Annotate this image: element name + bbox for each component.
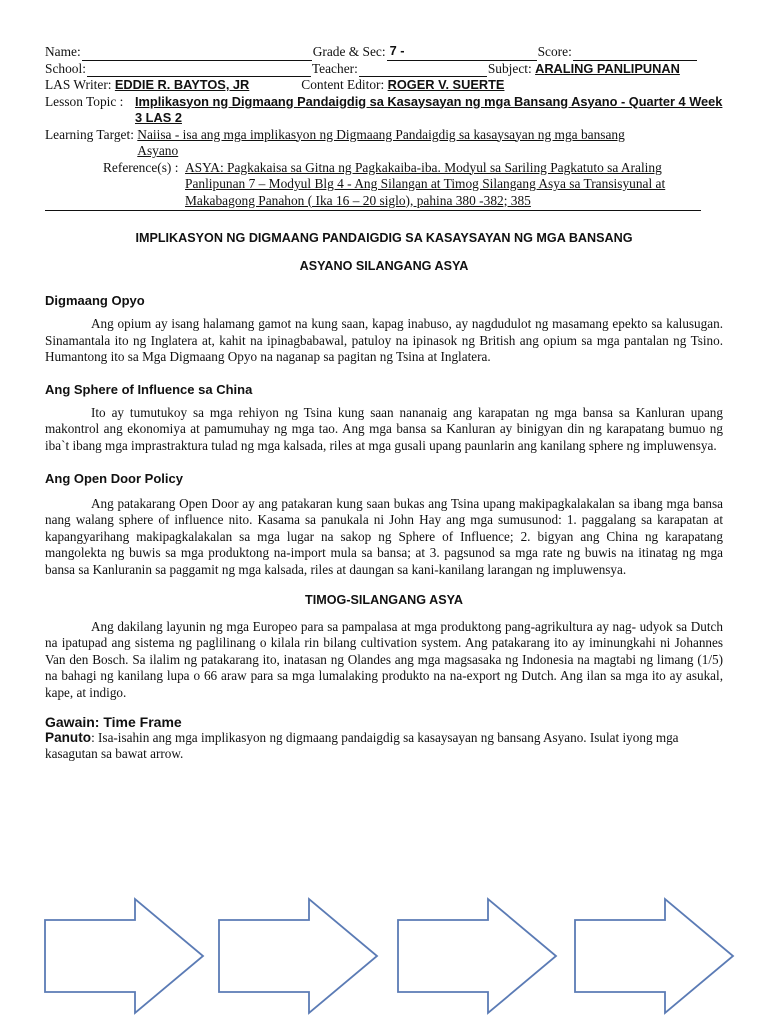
- ref-value: ASYA: Pagkakaisa sa Gitna ng Pagkakaiba-iba. Modyul sa Sariling Pagkatuto sa Araling Panlipunan 7 – Modyul Blg 4 - Ang Silangan at Timog Silangang Asya sa Transisyunal at Makabagong Panahon ( Ika 16 – 20 siglo), pahina 380 -382; 385: [185, 159, 666, 208]
- section-heading-open-door: Ang Open Door Policy: [45, 470, 183, 486]
- ref-label: Reference(s) :: [103, 159, 179, 175]
- editor-label: Content Editor:: [301, 77, 385, 92]
- section-heading-opyo: Digmaang Opyo: [45, 293, 145, 308]
- subject-label: Subject:: [487, 60, 532, 76]
- time-frame-arrows: [38, 894, 748, 1018]
- grade-label: Grade & Sec:: [312, 44, 386, 59]
- grade-value: 7 -: [389, 43, 405, 58]
- subject-value: ARALING PANLIPUNAN: [535, 60, 680, 76]
- name-field[interactable]: [82, 47, 312, 61]
- answer-arrow-4[interactable]: [575, 899, 733, 1013]
- main-title-line-2: ASYANO SILANGANG ASYA: [299, 259, 469, 273]
- teacher-field[interactable]: [359, 63, 487, 77]
- target-label: Learning Target:: [45, 126, 134, 142]
- writer-label: LAS Writer:: [45, 77, 112, 92]
- editor-value: ROGER V. SUERTE: [387, 77, 505, 92]
- header-row-2: [45, 61, 723, 78]
- panuto-text: : Isa-isahin ang mga implikasyon ng digmaang pandaigdig sa kasaysayan ng bansang Asyano. Isulat iyong mga kasagutan sa bawat arrow.: [45, 729, 679, 762]
- score-field[interactable]: [573, 47, 697, 61]
- header-divider: [45, 210, 701, 211]
- panuto-label: Panuto: [45, 729, 92, 745]
- topic-value: Implikasyon ng Digmaang Pandaigdig sa Kasaysayan ng mga Bansang Asyano - Quarter 4 Week 3 LAS 2: [135, 93, 723, 125]
- grade-field[interactable]: [387, 43, 537, 61]
- writer-value: EDDIE R. BAYTOS, JR: [114, 77, 250, 92]
- school-label: School:: [45, 60, 86, 76]
- main-title-line-1: IMPLIKASYON NG DIGMAANG PANDAIGDIG SA KASAYSAYAN NG MGA BANSANG: [135, 231, 633, 245]
- answer-arrow-2[interactable]: [219, 899, 377, 1013]
- sea-text: Ang dakilang layunin ng mga Europeo para sa pampalasa at mga produktong pang-agrikultura ay nag- udyok sa Dutch na ipatupad ang sistema ng paglilinang o kilala rin bilang cultivation system. Ang patakarang ito ay iminungkahi ni Johannes Van den Bosch. Sa ilalim ng patakarang ito, inatasan ng Olandes ang mga magsasaka ng Indonesia na magtabi ng limang (1/5) na bahagi ng kanilang lupa o 66 araw para sa mga lumalaking produkto na na-export ng Dutch. Ang ilan sa mga ito ay asukal, kape, at indigo.: [45, 618, 723, 700]
- gawain-title: Gawain: Time Frame: [45, 713, 182, 730]
- header-row-3: [45, 77, 723, 94]
- answer-arrow-1[interactable]: [45, 899, 203, 1013]
- header-row-1: [45, 44, 723, 61]
- section-text-open-door: Ang patakarang Open Door ay ang patakaran kung saan bukas ang Tsina upang makipagkalakalan sa ibang mga bansa nang walang sphere of influence nito. Kasama sa panukala ni John Hay ang mga sumusunod: 1. paggalang sa karapatan at kapangyarihang makipagkalakalan sa mga lugar na sakop ng Sphere of Influence; 2. bigyan ang China ng karapatang mangolekta ng buwis sa mga produktong na-import mula sa bansa; at 3. pagsunod sa mga rate ng buwis na itinatag ng mga bansa sa Kanluranin sa paggamit ng mga kalsada, riles at daungan sa kani-kanilang larangan ng impluwensya.: [45, 495, 723, 577]
- section-text-opyo: Ang opium ay isang halamang gamot na kung saan, kapag inabuso, ay nagdudulot ng masamang epekto sa kalusugan. Sinamantala ito ng Inglatera at, kahit na ipinagbabawal, patuloy na ipinasok ng British ang opium sa mga pantalan ng Tsino. Humantong ito sa Mga Digmaang Opyo na naganap sa pagitan ng Tsina at Inglatera.: [45, 316, 723, 365]
- teacher-label: Teacher:: [311, 60, 358, 76]
- sea-heading: TIMOG-SILANGANG ASYA: [305, 592, 463, 607]
- learning-target: [45, 127, 723, 160]
- score-label: Score:: [537, 44, 572, 59]
- section-heading-sphere: Ang Sphere of Influence sa China: [45, 381, 253, 397]
- answer-arrow-3[interactable]: [398, 899, 556, 1013]
- panuto: [45, 730, 723, 763]
- target-value: Naiisa - isa ang mga implikasyon ng Digmaang Pandaigdig sa kasaysayan ng mga bansang Asyano: [137, 126, 625, 158]
- references: [103, 160, 723, 210]
- school-field[interactable]: [87, 63, 311, 77]
- lesson-topic: [45, 94, 723, 127]
- name-label: Name:: [45, 44, 81, 59]
- section-text-sphere: Ito ay tumutukoy sa mga rehiyon ng Tsina kung saan nananaig ang karapatan ng mga bansa sa Kanluran upang makontrol ang ekonomiya at pamumuhay ng mga tao. Ang mga bansa sa Kanluran ay binigyan din ng karapatang bumuo ng iba`t ibang mga imprastraktura tulad ng mga kalsada, riles at mga gusali upang paunlarin ang kanilang sphere ng impluwensya.: [45, 404, 723, 453]
- topic-label: Lesson Topic :: [45, 93, 124, 109]
- worksheet-header: [45, 44, 723, 211]
